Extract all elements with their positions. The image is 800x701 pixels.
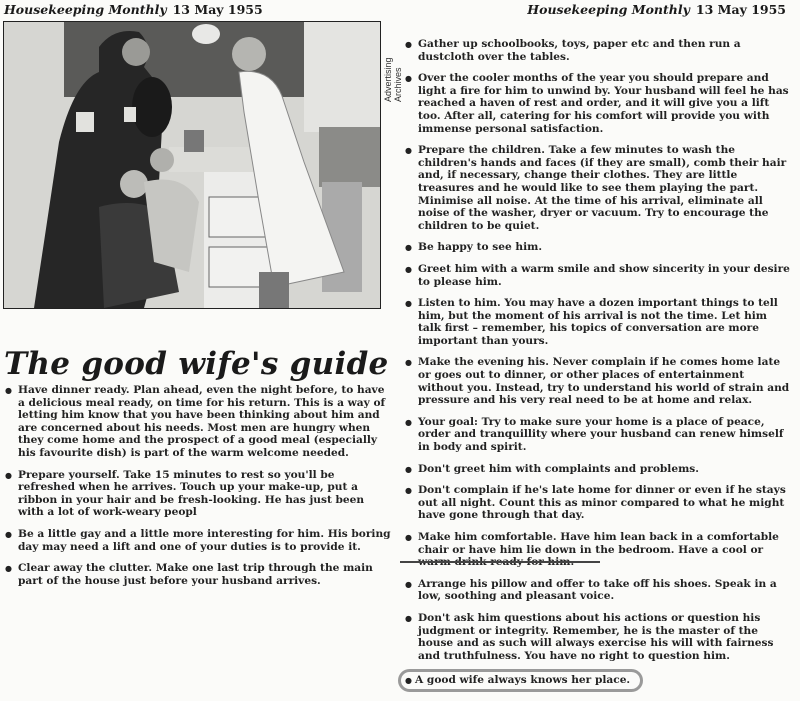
column-end-rule: [400, 561, 600, 563]
guide-item: ● Don't ask him questions about his actions or question his judgment or integrity. Remember, he is the master of the house and as such will always exercise his will with fairness and truthfulness. You have no right to question him.: [404, 612, 790, 662]
guide-item: ● Don't complain if he's late home for dinner or even if he stays out all night. Count this as minor compared to what he might have gone through that day.: [404, 484, 790, 522]
publication-date: 13 May 1955: [695, 2, 786, 17]
guide-item: ● Be a little gay and a little more interesting for him. His boring day may need a lift and one of your duties is to provide it.: [4, 528, 392, 553]
guide-item: ● Have dinner ready. Plan ahead, even the night before, to have a delicious meal ready, on time for his return. This is a way of letting him know that you have been thinking about him and are concerned about his needs. Most men are hungry when they come home and the prospect of a good meal (especially his favourite dish) is part of the warm welcome needed.: [4, 384, 392, 460]
guide-item: ● Prepare the children. Take a few minutes to wash the children's hands and faces (if they are small), comb their hair and, if necessary, change their clothes. They are little treasures and he would like to see them playing the part. Minimise all noise. At the time of his arrival, eliminate all noise of the washer, dryer or vacuum. Try to encourage the children to be quiet.: [404, 144, 790, 232]
guide-item: ● Your goal: Try to make sure your home is a place of peace, order and tranquillity where your husband can renew himself in body and spirit.: [404, 416, 790, 454]
publication-name: Housekeeping Monthly: [4, 2, 167, 17]
guide-item: ● Make the evening his. Never complain if he comes home late or goes out to dinner, or other places of entertainment without you. Instead, try to understand his world of strain and pressure and his very real need to be at home and relax.: [404, 356, 790, 406]
article-title: The good wife's guide: [4, 346, 389, 382]
guide-item: ● Prepare yourself. Take 15 minutes to rest so you'll be refreshed when he arrives. Touch up your make-up, put a ribbon in your hair and be fresh-looking. He has just been with a lot of work-weary peopl: [4, 469, 392, 519]
illustration-image: [4, 22, 380, 308]
guide-item: ● Clear away the clutter. Make one last trip through the main part of the house just before your husband arrives.: [4, 562, 392, 587]
masthead-right: [527, 2, 786, 17]
guide-item: ● Don't greet him with complaints and problems.: [404, 463, 790, 476]
publication-date: 13 May 1955: [172, 2, 263, 17]
guide-item: ● Listen to him. You may have a dozen important things to tell him, but the moment of his arrival is not the time. Let him talk first – remember, his topics of conversation are more important than yours.: [404, 297, 790, 347]
guide-list-right: [404, 38, 790, 701]
image-credit: Advertising Archives: [383, 57, 403, 102]
kitchen-illustration: [3, 21, 381, 309]
guide-list-left: [4, 384, 392, 596]
publication-name: Housekeeping Monthly: [527, 2, 690, 17]
guide-item-circled: ● A good wife always knows her place.: [398, 669, 643, 692]
guide-item: ● Over the cooler months of the year you should prepare and light a fire for him to unwind by. Your husband will feel he has reached a haven of rest and order, and it will give you a lift too. After all, catering for his comfort will provide you with immense personal satisfaction.: [404, 72, 790, 135]
guide-item: ● Make him comfortable. Have him lean back in a comfortable chair or have him lie down in the bedroom. Have a cool or warm drink ready for him.: [404, 531, 790, 569]
guide-item: ● Be happy to see him.: [404, 241, 790, 254]
guide-item: ● Gather up schoolbooks, toys, paper etc and then run a dustcloth over the tables.: [404, 38, 790, 63]
guide-item: ● Arrange his pillow and offer to take off his shoes. Speak in a low, soothing and pleasant voice.: [404, 578, 790, 603]
masthead-left: [4, 2, 263, 17]
guide-item: ● Greet him with a warm smile and show sincerity in your desire to please him.: [404, 263, 790, 288]
